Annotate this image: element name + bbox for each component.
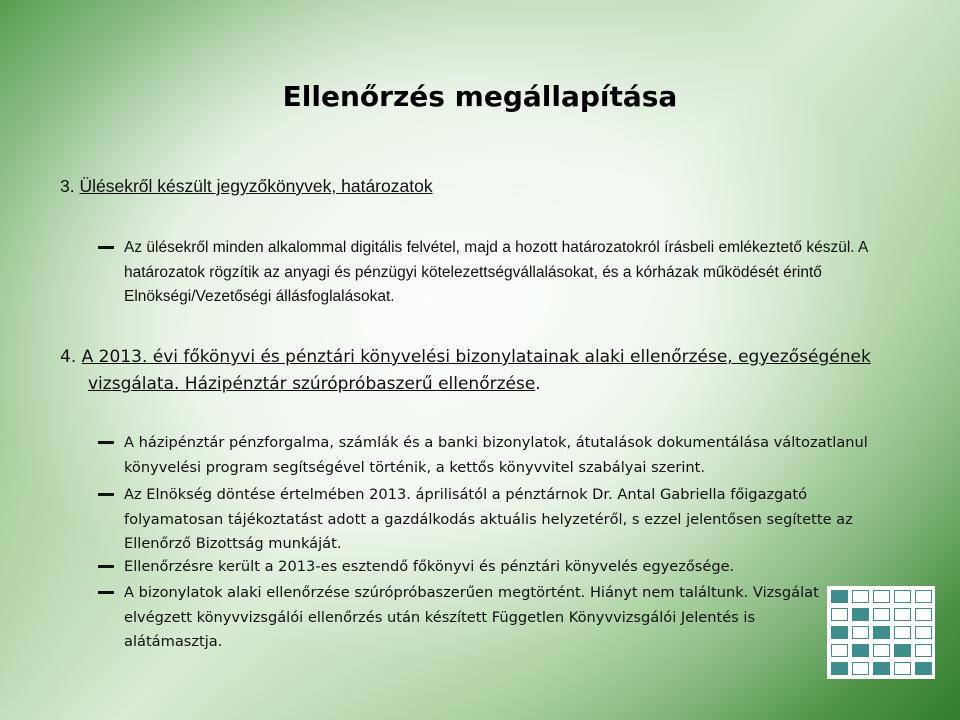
section-3-title: Ülésekről készült jegyzőkönyvek, határozatok	[79, 176, 433, 196]
bullet-dash-icon	[98, 493, 114, 496]
section-4-title-line1: A 2013. évi főkönyvi és pénztári könyvelési bizonylatainak alaki ellenőrzése, egyezőségének	[81, 347, 871, 367]
section-4-bullet-2: Az Elnökség döntése értelmében 2013. áprilisától a pénztárnok Dr. Antal Gabriella főigazgató folyamatosan tájékoztatást adott a gazdálkodás aktuális helyzetéről, s ezzel jelentősen segítette az Ellenőrző Bizottság munkáját.	[124, 486, 853, 552]
grid-pattern-icon	[827, 586, 935, 679]
section-4-title-line2: vizsgálata. Házipénztár szúrópróbaszerű ellenőrzése	[88, 374, 536, 394]
section-4-bullet-3: Ellenőrzésre került a 2013-es esztendő főkönyvi és pénztári könyvelés egyezősége.	[124, 558, 735, 575]
bullet-dash-icon	[98, 246, 114, 249]
section-3-text: Az ülésekről minden alkalommal digitális felvétel, majd a hozott határozatokról írásbeli emlékeztető készül. A határozatok rögzítik az anyagi és pénzügyi kötelezettségvállalásokat, és a kórházak működését érintő Elnökségi/Vezetőségi állásfoglalásokat.	[124, 239, 868, 305]
section-4-bullet-4: A bizonylatok alaki ellenőrzése szúrópróbaszerűen megtörtént. Hiányt nem találtunk. Vizsgálat elvégzett könyvvizsgálói ellenőrzés után készített Független Könyvvizsgálói Jelentés is alátámasztja.	[124, 584, 819, 650]
section-4-heading	[60, 344, 890, 398]
bullet-dash-icon	[98, 591, 114, 594]
slide-title: Ellenőrzés megállapítása	[282, 80, 678, 113]
section-3-heading	[60, 176, 433, 197]
bullet-dash-icon	[98, 565, 114, 568]
section-4-bullet-1: A házipénztár pénzforgalma, számlák és a banki bizonylatok, átutalások dokumentálása változatlanul könyvelési program segítségével történik, a kettős könyvvitel szabályai szerint.	[124, 434, 868, 476]
section-3-number: 3.	[60, 176, 75, 196]
section-4-number: 4.	[60, 347, 77, 367]
section-4-title-end: .	[535, 374, 541, 394]
bullet-dash-icon	[98, 441, 114, 444]
